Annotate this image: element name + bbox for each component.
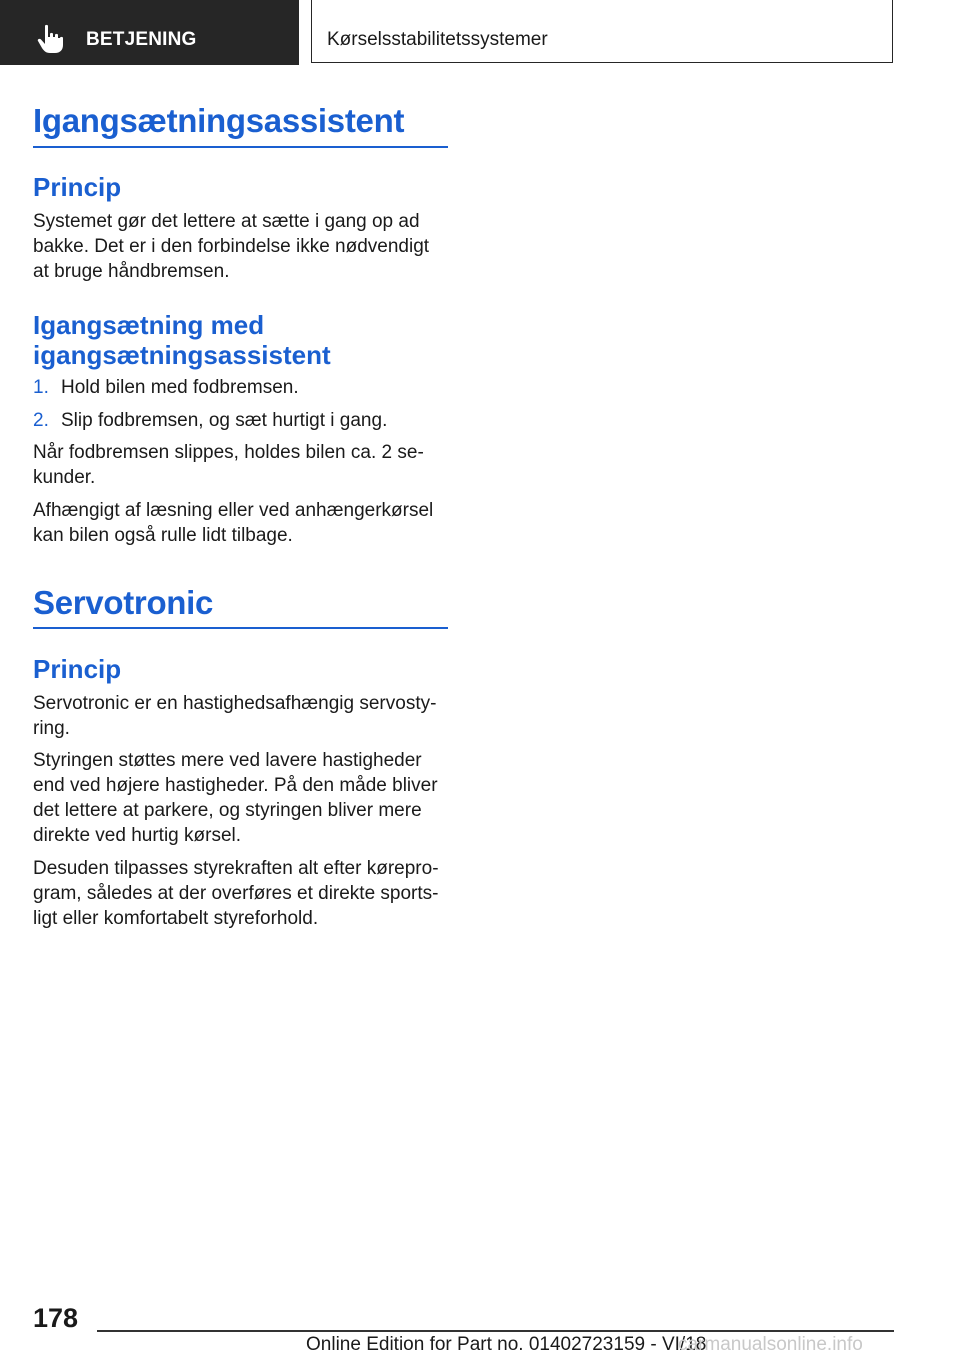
body-text: Servotronic er en hastighedsafhængig servostyring.	[33, 693, 437, 739]
principle-heading: Princip	[33, 172, 122, 202]
chapter-title: Kørselsstabilitetssystemer	[327, 29, 548, 50]
note-text: Afhængigt af læsning eller ved anhængerkørsel kan bilen også rulle lidt tilbage.	[33, 500, 434, 546]
step-number: 1.	[33, 377, 49, 398]
hand-pointer-icon	[36, 24, 68, 54]
step-text: Slip fodbremsen, og sæt hurtigt i gang.	[61, 410, 388, 431]
list-item	[33, 375, 299, 400]
section-title-servotronic: Servotronic	[33, 584, 214, 621]
list-item	[33, 408, 387, 433]
page-number: 178	[33, 1303, 79, 1333]
edition-text: Online Edition for Part no. 01402723159 - VI/18	[306, 1334, 707, 1355]
body-text: Styringen støttes mere ved lavere hastigheder end ved højere hastigheder. På den måde bliver det lettere at parkere, og styringen bliver mere direkte ved hurtig kørsel.	[33, 750, 438, 846]
chapter-header	[311, 0, 893, 63]
start-heading-line2: igangsætningsassistent	[33, 340, 331, 370]
section-tab	[0, 0, 299, 65]
step-number: 2.	[33, 410, 49, 431]
start-heading-line1: Igangsætning med	[33, 310, 265, 340]
footer-rule	[97, 1330, 894, 1332]
body-text: Desuden tilpasses styrekraften alt efter køreprogram, således at der overføres et direkte sportsligt eller komfortabelt styreforhold.	[33, 858, 439, 929]
section-rule	[33, 146, 448, 148]
section-tag: BETJENING	[86, 29, 197, 50]
principle-heading: Princip	[33, 654, 122, 684]
section-title-start-assist: Igangsætningsassistent	[33, 102, 405, 139]
principle-text: Systemet gør det lettere at sætte i gang op ad bakke. Det er i den forbindelse ikke nødvendigt at bruge håndbremsen.	[33, 211, 430, 282]
note-text: Når fodbremsen slippes, holdes bilen ca. 2 sekunder.	[33, 442, 424, 488]
step-text: Hold bilen med fodbremsen.	[61, 377, 299, 398]
section-rule	[33, 627, 448, 629]
watermark: carmanualsonline.info	[678, 1334, 863, 1355]
